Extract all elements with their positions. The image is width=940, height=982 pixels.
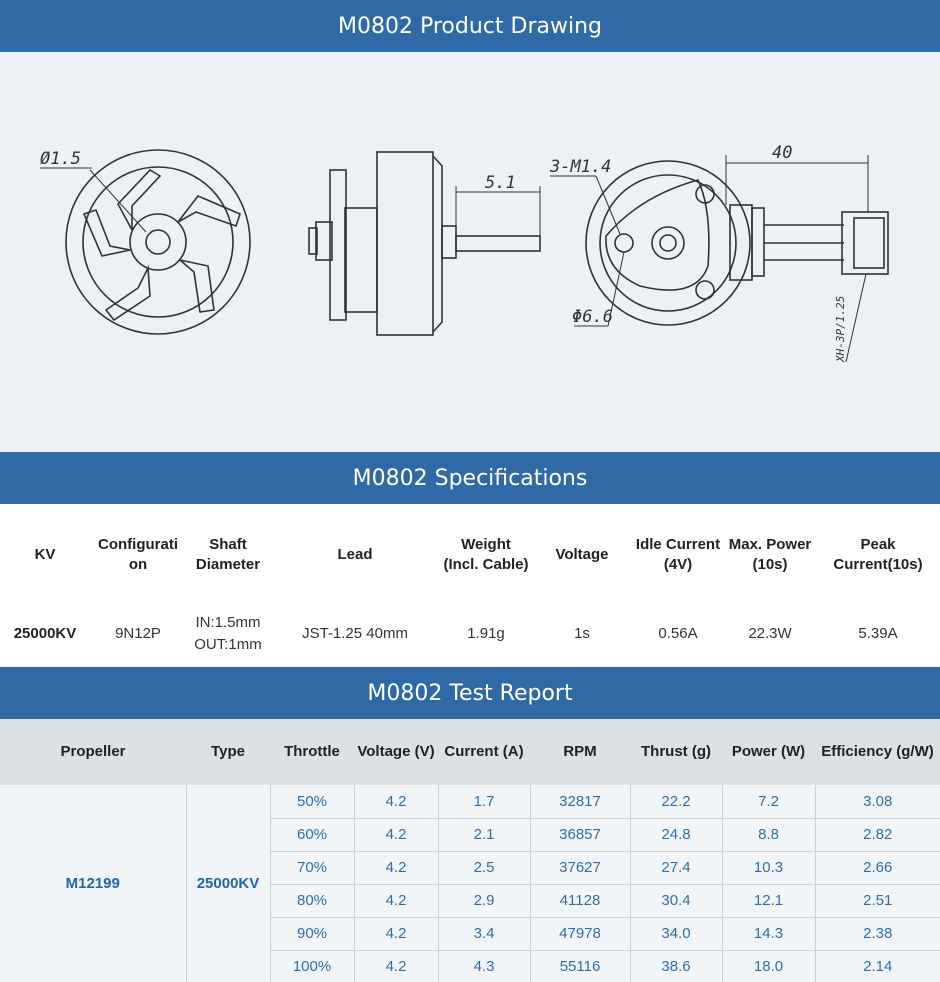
drawing-title-bar <box>0 0 940 52</box>
test-cell: 14.3 <box>722 917 815 950</box>
test-cell: 2.51 <box>815 884 940 917</box>
spec-shaft <box>186 606 270 662</box>
test-header-efficiency: Efficiency (g/W) <box>815 719 940 785</box>
test-header-thrust: Thrust (g) <box>630 719 722 785</box>
test-cell: 2.66 <box>815 851 940 884</box>
test-cell: 4.2 <box>354 851 438 884</box>
test-cell: 24.8 <box>630 818 722 851</box>
test-cell: 100% <box>270 950 354 982</box>
spec-header-peak: Peak Current(10s) <box>833 536 923 573</box>
spec-header-lead: Lead <box>337 546 373 563</box>
test-cell: 4.2 <box>354 818 438 851</box>
test-cell: 34.0 <box>630 917 722 950</box>
test-title-bar <box>0 667 940 719</box>
specs-title-bar <box>0 452 940 504</box>
test-propeller: M12199 <box>0 785 186 982</box>
test-cell: 2.9 <box>438 884 530 917</box>
specs-title: M0802 Specifications <box>352 465 588 491</box>
spec-config: 9N12P <box>115 625 161 642</box>
test-cell: 2.38 <box>815 917 940 950</box>
spec-shaft-in: IN:1.5mm <box>195 614 261 631</box>
test-header-voltage: Voltage (V) <box>354 719 438 785</box>
test-cell: 36857 <box>530 818 630 851</box>
test-cell: 4.3 <box>438 950 530 982</box>
test-cell: 8.8 <box>722 818 815 851</box>
test-header-type: Type <box>186 719 270 785</box>
spec-header-shaft: Shaft Diameter <box>195 536 261 573</box>
spec-max-power: 22.3W <box>748 625 792 642</box>
test-cell: 22.2 <box>630 785 722 818</box>
test-cell: 2.5 <box>438 851 530 884</box>
spec-header-weight: Weight (Incl. Cable) <box>443 536 529 573</box>
product-drawing <box>0 52 940 452</box>
spec-table <box>0 504 940 662</box>
test-cell: 80% <box>270 884 354 917</box>
test-cell: 1.7 <box>438 785 530 818</box>
test-cell: 50% <box>270 785 354 818</box>
test-row <box>0 785 940 818</box>
test-cell: 4.2 <box>354 917 438 950</box>
test-cell: 32817 <box>530 785 630 818</box>
test-header-power: Power (W) <box>722 719 815 785</box>
test-cell: 2.82 <box>815 818 940 851</box>
test-type: 25000KV <box>186 785 270 982</box>
test-cell: 4.2 <box>354 884 438 917</box>
test-cell: 41128 <box>530 884 630 917</box>
spec-weight: 1.91g <box>467 625 505 642</box>
test-cell: 2.14 <box>815 950 940 982</box>
test-cell: 55116 <box>530 950 630 982</box>
test-cell: 10.3 <box>722 851 815 884</box>
test-cell: 47978 <box>530 917 630 950</box>
test-cell: 37627 <box>530 851 630 884</box>
spec-shaft-out: OUT:1mm <box>194 636 262 653</box>
test-cell: 3.4 <box>438 917 530 950</box>
spec-header-max-power: Max. Power (10s) <box>728 536 812 573</box>
drawing-title: M0802 Product Drawing <box>338 13 602 39</box>
test-header-throttle: Throttle <box>270 719 354 785</box>
spec-header-config: Configurati on <box>98 536 178 573</box>
test-cell: 30.4 <box>630 884 722 917</box>
spec-peak: 5.39A <box>858 625 898 642</box>
test-cell: 4.2 <box>354 785 438 818</box>
test-header-propeller: Propeller <box>0 719 186 785</box>
dim-shaft-len: 5.1 <box>485 173 516 193</box>
dim-shaft-dia: Ø1.5 <box>40 149 81 169</box>
test-cell: 7.2 <box>722 785 815 818</box>
dim-lead-len: 40 <box>772 143 793 163</box>
test-cell: 60% <box>270 818 354 851</box>
spec-header-voltage: Voltage <box>555 546 609 563</box>
test-cell: 4.2 <box>354 950 438 982</box>
dim-connector: XH-3P/1.25 <box>834 295 847 362</box>
spec-lead: JST-1.25 40mm <box>302 625 408 642</box>
spec-kv: 25000KV <box>13 625 77 642</box>
dim-screws: 3-M1.4 <box>550 157 612 177</box>
test-cell: 38.6 <box>630 950 722 982</box>
dim-bolt-circle: Φ6.6 <box>572 307 613 327</box>
test-title: M0802 Test Report <box>367 680 573 706</box>
motor-front-view <box>40 150 250 334</box>
test-cell: 3.08 <box>815 785 940 818</box>
test-header-current: Current (A) <box>438 719 530 785</box>
test-table <box>0 719 940 982</box>
test-cell: 70% <box>270 851 354 884</box>
test-cell: 2.1 <box>438 818 530 851</box>
motor-drawing-svg <box>0 52 940 452</box>
spec-header-kv: KV <box>34 546 56 563</box>
spec-idle: 0.56A <box>658 625 698 642</box>
test-cell: 12.1 <box>722 884 815 917</box>
test-cell: 18.0 <box>722 950 815 982</box>
test-cell: 27.4 <box>630 851 722 884</box>
test-header-rpm: RPM <box>530 719 630 785</box>
spec-voltage: 1s <box>574 625 590 642</box>
spec-header-idle: Idle Current (4V) <box>635 536 721 573</box>
test-cell: 90% <box>270 917 354 950</box>
